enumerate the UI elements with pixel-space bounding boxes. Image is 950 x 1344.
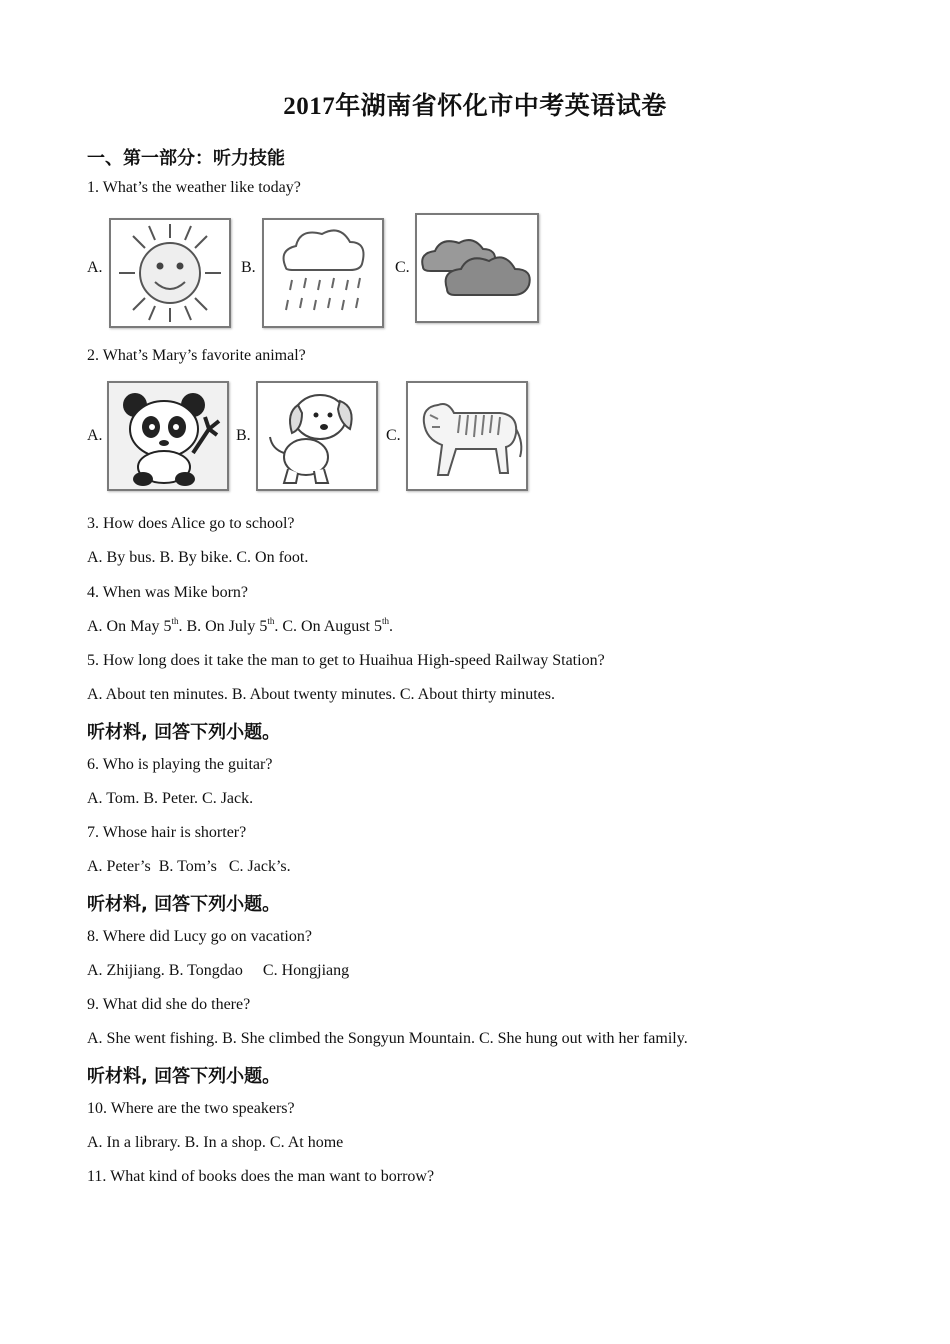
superscript: th bbox=[381, 616, 389, 626]
option-text: . bbox=[388, 618, 393, 635]
panda-icon[interactable] bbox=[107, 381, 229, 491]
option-a-label: A. bbox=[87, 259, 103, 276]
superscript: th bbox=[267, 616, 275, 626]
question-2-options bbox=[87, 381, 567, 496]
question-9: 9. What did she do there? bbox=[87, 996, 251, 1013]
cloudy-icon[interactable] bbox=[415, 213, 539, 323]
question-5-options: A. About ten minutes. B. About twenty minutes. C. About thirty minutes. bbox=[87, 686, 555, 703]
question-7-options: A. Peter’s B. Tom’s C. Jack’s. bbox=[87, 858, 291, 875]
option-text: . C. On August 5 bbox=[274, 618, 382, 635]
question-11: 11. What kind of books does the man want to borrow? bbox=[87, 1168, 435, 1185]
option-text: . B. On July 5 bbox=[178, 618, 268, 635]
question-4: 4. When was Mike born? bbox=[87, 584, 248, 601]
question-6-options: A. Tom. B. Peter. C. Jack. bbox=[87, 790, 254, 807]
question-8: 8. Where did Lucy go on vacation? bbox=[87, 928, 312, 945]
option-b-label: B. bbox=[236, 427, 251, 444]
option-a-label: A. bbox=[87, 427, 103, 444]
option-text: A. On May 5 bbox=[87, 618, 172, 635]
option-c-label: C. bbox=[395, 259, 410, 276]
tiger-icon[interactable] bbox=[406, 381, 528, 491]
section-heading: 听材料, 回答下列小题。 bbox=[87, 722, 281, 743]
question-10-options: A. In a library. B. In a shop. C. At home bbox=[87, 1134, 344, 1151]
superscript: th bbox=[171, 616, 179, 626]
question-3-options: A. By bus. B. By bike. C. On foot. bbox=[87, 549, 309, 566]
section-heading: 一、第一部分：听力技能 bbox=[87, 148, 285, 169]
question-7: 7. Whose hair is shorter? bbox=[87, 824, 247, 841]
question-5: 5. How long does it take the man to get to Huaihua High-speed Railway Station? bbox=[87, 652, 605, 669]
section-heading: 听材料, 回答下列小题。 bbox=[87, 1066, 281, 1087]
question-1: 1. What’s the weather like today? bbox=[87, 179, 301, 196]
page-title: 2017年湖南省怀化市中考英语试卷 bbox=[283, 93, 667, 120]
question-4-options bbox=[87, 618, 393, 636]
section-heading: 听材料, 回答下列小题。 bbox=[87, 894, 281, 915]
question-1-options bbox=[87, 213, 567, 328]
question-3: 3. How does Alice go to school? bbox=[87, 515, 295, 532]
dog-icon[interactable] bbox=[256, 381, 378, 491]
option-b-label: B. bbox=[241, 259, 256, 276]
question-2: 2. What’s Mary’s favorite animal? bbox=[87, 347, 306, 364]
question-9-options: A. She went fishing. B. She climbed the Songyun Mountain. C. She hung out with her family. bbox=[87, 1030, 688, 1047]
question-6: 6. Who is playing the guitar? bbox=[87, 756, 273, 773]
question-10: 10. Where are the two speakers? bbox=[87, 1100, 295, 1117]
sun-icon[interactable] bbox=[109, 218, 231, 328]
option-c-label: C. bbox=[386, 427, 401, 444]
question-8-options: A. Zhijiang. B. Tongdao C. Hongjiang bbox=[87, 962, 350, 979]
rain-cloud-icon[interactable] bbox=[262, 218, 384, 328]
